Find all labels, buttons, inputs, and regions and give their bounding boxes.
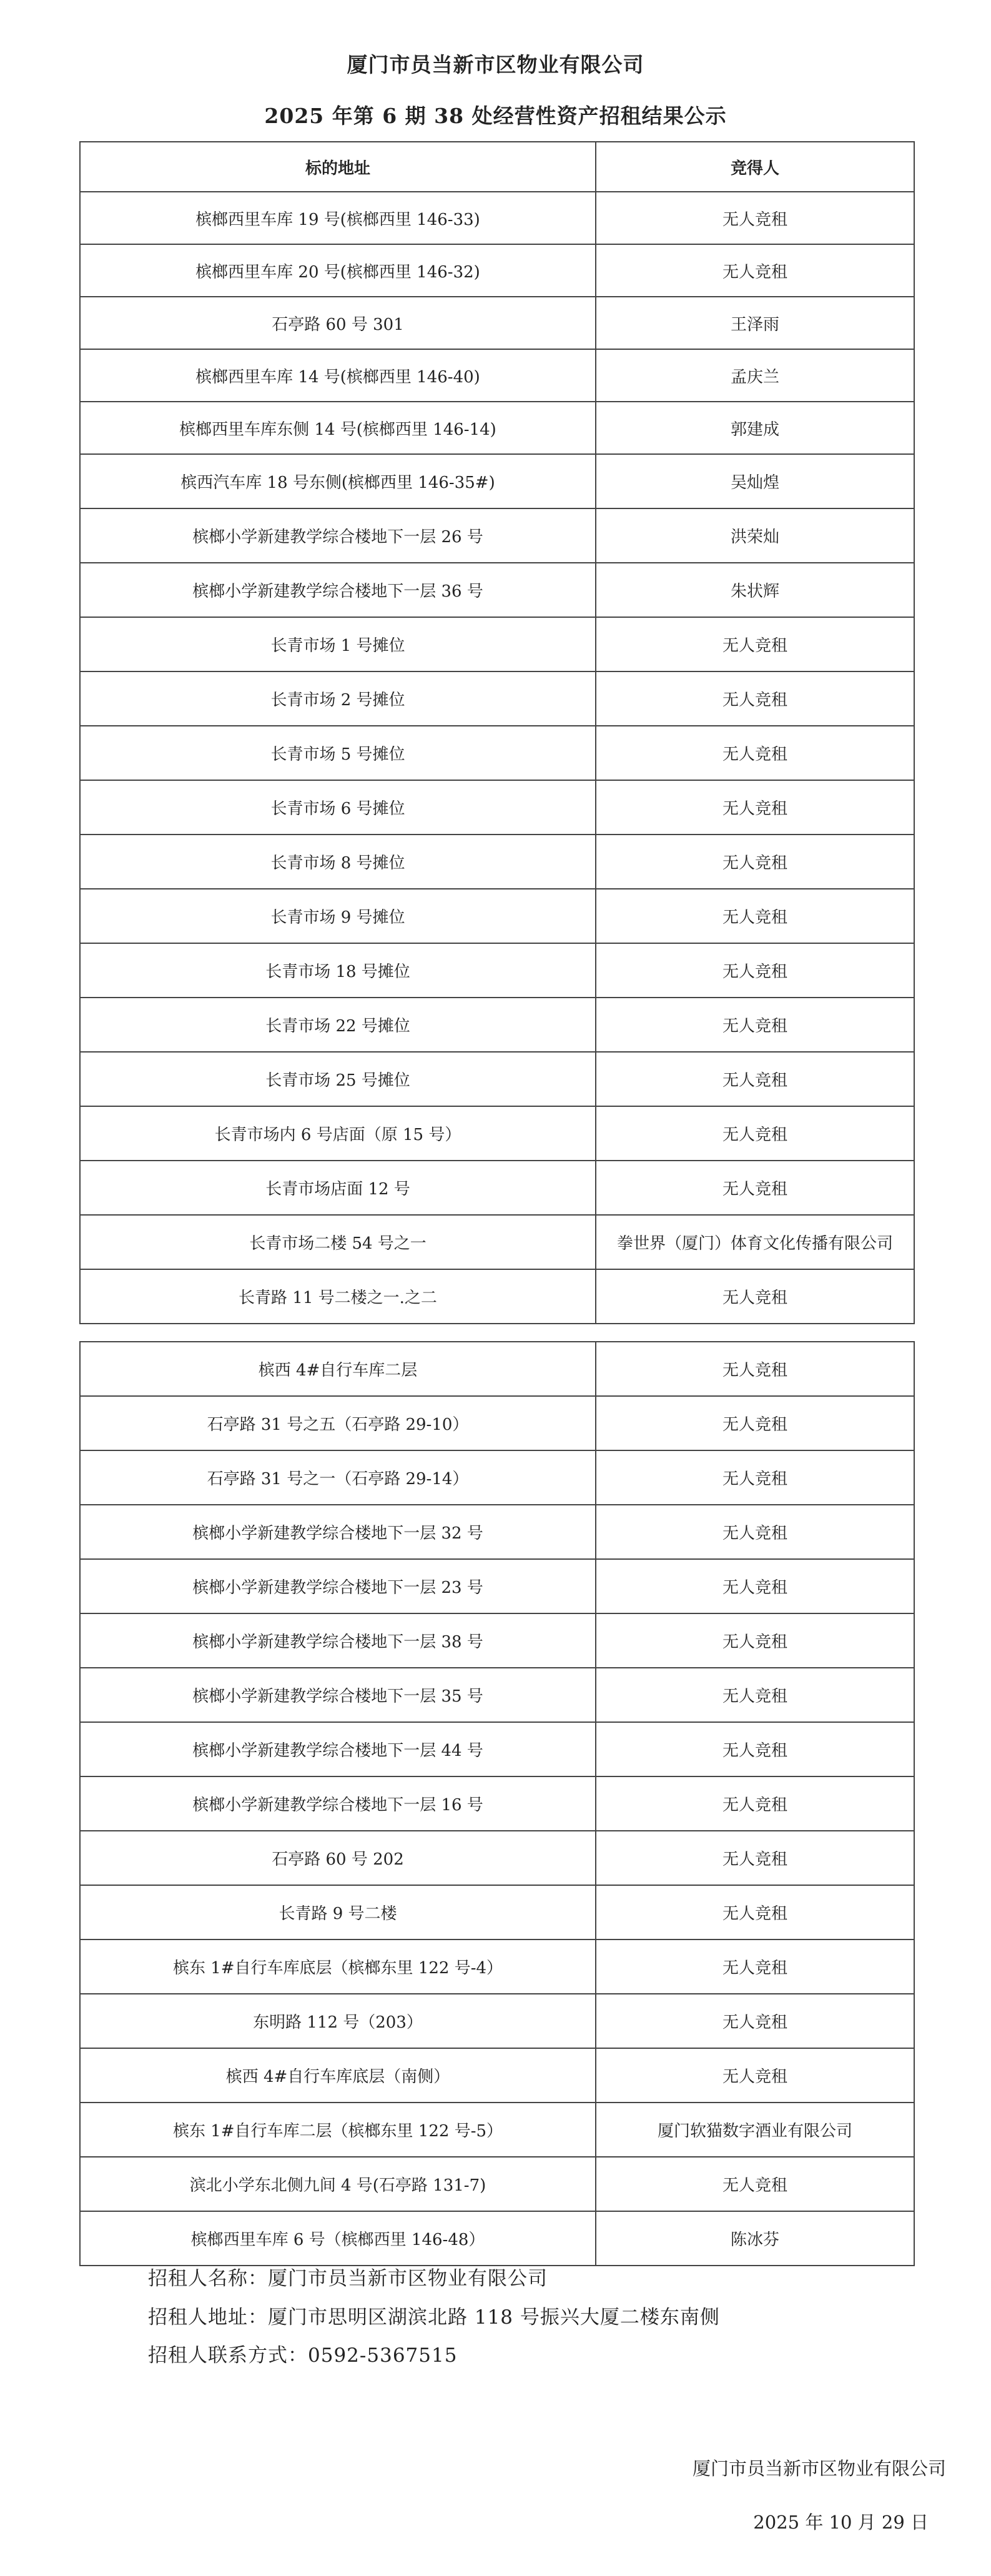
table-row [80,998,914,1052]
address-cell: 槟榔小学新建教学综合楼地下一层 38 号 [80,1613,596,1668]
winner-cell: 无人竞租 [596,726,914,780]
winner-cell: 无人竞租 [596,1342,914,1396]
landlord-phone: 招租人联系方式：0592-5367515 [148,2344,458,2367]
winner-cell: 无人竞租 [596,1450,914,1505]
table-row [80,617,914,671]
address-cell: 石亭路 31 号之一（石亭路 29-14） [80,1450,596,1505]
table-row [80,297,914,349]
winner-cell: 无人竞租 [596,617,914,671]
column-header-address: 标的地址 [80,142,596,192]
table-row [80,1342,914,1396]
address-cell: 长青市场二楼 54 号之一 [80,1215,596,1269]
address-cell: 槟西 4#自行车库底层（南侧） [80,2048,596,2103]
winner-cell: 孟庆兰 [596,349,914,402]
address-cell: 槟榔小学新建教学综合楼地下一层 35 号 [80,1668,596,1722]
table-row [80,349,914,402]
table-row [80,1052,914,1106]
winner-cell: 无人竞租 [596,1722,914,1776]
winner-cell: 拳世界（厦门）体育文化传播有限公司 [596,1215,914,1269]
table-row [80,1668,914,1722]
address-cell: 石亭路 60 号 301 [80,297,596,349]
address-cell: 东明路 112 号（203） [80,1994,596,2048]
table-row [80,671,914,726]
winner-cell: 无人竞租 [596,1396,914,1450]
table-row [80,1269,914,1324]
address-cell: 长青市场 8 号摊位 [80,835,596,889]
table-row [80,1450,914,1505]
winner-cell: 无人竞租 [596,1106,914,1161]
table-row [80,1994,914,2048]
winner-cell: 无人竞租 [596,1505,914,1559]
table-row [80,244,914,297]
address-cell: 槟榔西里车库 19 号(槟榔西里 146-33) [80,192,596,244]
address-cell: 槟榔小学新建教学综合楼地下一层 36 号 [80,563,596,617]
landlord-name: 招租人名称：厦门市员当新市区物业有限公司 [148,2267,548,2290]
signature-company: 厦门市员当新市区物业有限公司 [692,2458,946,2479]
winner-cell: 无人竞租 [596,1831,914,1885]
results-table-part-2 [79,1341,915,2266]
table-row [80,2157,914,2211]
table-row [80,1722,914,1776]
address-cell: 长青市场店面 12 号 [80,1161,596,1215]
column-header-winner: 竞得人 [596,142,914,192]
table-row [80,1776,914,1831]
address-cell: 槟榔西里车库 14 号(槟榔西里 146-40) [80,349,596,402]
winner-cell: 无人竞租 [596,192,914,244]
table-row [80,1215,914,1269]
winner-cell: 陈冰芬 [596,2211,914,2266]
address-cell: 槟榔西里车库 6 号（槟榔西里 146-48） [80,2211,596,2266]
address-cell: 槟西汽车库 18 号东侧(槟榔西里 146-35#) [80,454,596,508]
table-row [80,1106,914,1161]
winner-cell: 无人竞租 [596,1668,914,1722]
table-row [80,726,914,780]
winner-cell: 无人竞租 [596,244,914,297]
winner-cell: 无人竞租 [596,998,914,1052]
address-cell: 长青市场内 6 号店面（原 15 号） [80,1106,596,1161]
table-row [80,402,914,454]
table-row [80,2048,914,2103]
landlord-address: 招租人地址：厦门市思明区湖滨北路 118 号振兴大厦二楼东南侧 [148,2306,720,2329]
winner-cell: 无人竞租 [596,1776,914,1831]
winner-cell: 吴灿煌 [596,454,914,508]
table-row [80,1613,914,1668]
winner-cell: 无人竞租 [596,835,914,889]
table-row [80,835,914,889]
address-cell: 长青市场 6 号摊位 [80,780,596,835]
address-cell: 长青路 9 号二楼 [80,1885,596,1939]
winner-cell: 无人竞租 [596,1052,914,1106]
address-cell: 槟榔小学新建教学综合楼地下一层 32 号 [80,1505,596,1559]
winner-cell: 无人竞租 [596,1161,914,1215]
table-row [80,508,914,563]
winner-cell: 厦门软猫数字酒业有限公司 [596,2103,914,2157]
address-cell: 槟东 1#自行车库底层（槟榔东里 122 号-4） [80,1939,596,1994]
table-row [80,889,914,943]
winner-cell: 王泽雨 [596,297,914,349]
table-row [80,1505,914,1559]
table-row [80,943,914,998]
table-row [80,1161,914,1215]
address-cell: 滨北小学东北侧九间 4 号(石亭路 131-7) [80,2157,596,2211]
winner-cell: 无人竞租 [596,943,914,998]
address-cell: 槟榔西里车库东侧 14 号(槟榔西里 146-14) [80,402,596,454]
table-row [80,2103,914,2157]
address-cell: 槟榔小学新建教学综合楼地下一层 16 号 [80,1776,596,1831]
winner-cell: 朱状辉 [596,563,914,617]
address-cell: 长青市场 22 号摊位 [80,998,596,1052]
winner-cell: 无人竞租 [596,1885,914,1939]
address-cell: 槟榔西里车库 20 号(槟榔西里 146-32) [80,244,596,297]
table-row [80,780,914,835]
table-row [80,1396,914,1450]
address-cell: 石亭路 60 号 202 [80,1831,596,1885]
table-row [80,1831,914,1885]
winner-cell: 无人竞租 [596,1613,914,1668]
address-cell: 长青市场 9 号摊位 [80,889,596,943]
table-row [80,563,914,617]
address-cell: 长青市场 18 号摊位 [80,943,596,998]
table-row [80,454,914,508]
table-row [80,192,914,244]
company-title: 厦门市员当新市区物业有限公司 [347,52,644,77]
address-cell: 槟榔小学新建教学综合楼地下一层 23 号 [80,1559,596,1613]
address-cell: 槟西 4#自行车库二层 [80,1342,596,1396]
winner-cell: 无人竞租 [596,889,914,943]
winner-cell: 无人竞租 [596,780,914,835]
winner-cell: 洪荣灿 [596,508,914,563]
table-header-row [80,142,914,192]
address-cell: 长青市场 25 号摊位 [80,1052,596,1106]
document-title: 2025 年第 6 期 38 处经营性资产招租结果公示 [264,104,727,128]
winner-cell: 无人竞租 [596,671,914,726]
winner-cell: 无人竞租 [596,2157,914,2211]
address-cell: 槟榔小学新建教学综合楼地下一层 44 号 [80,1722,596,1776]
winner-cell: 无人竞租 [596,1994,914,2048]
winner-cell: 无人竞租 [596,2048,914,2103]
address-cell: 长青路 11 号二楼之一.之二 [80,1269,596,1324]
address-cell: 长青市场 2 号摊位 [80,671,596,726]
table-row [80,1559,914,1613]
results-table-part-1 [79,141,915,1324]
table-row [80,1885,914,1939]
winner-cell: 无人竞租 [596,1939,914,1994]
address-cell: 长青市场 5 号摊位 [80,726,596,780]
table-row [80,2211,914,2266]
signature-date: 2025 年 10 月 29 日 [753,2512,929,2533]
address-cell: 长青市场 1 号摊位 [80,617,596,671]
address-cell: 槟榔小学新建教学综合楼地下一层 26 号 [80,508,596,563]
address-cell: 槟东 1#自行车库二层（槟榔东里 122 号-5） [80,2103,596,2157]
winner-cell: 郭建成 [596,402,914,454]
address-cell: 石亭路 31 号之五（石亭路 29-10） [80,1396,596,1450]
winner-cell: 无人竞租 [596,1269,914,1324]
winner-cell: 无人竞租 [596,1559,914,1613]
table-row [80,1939,914,1994]
